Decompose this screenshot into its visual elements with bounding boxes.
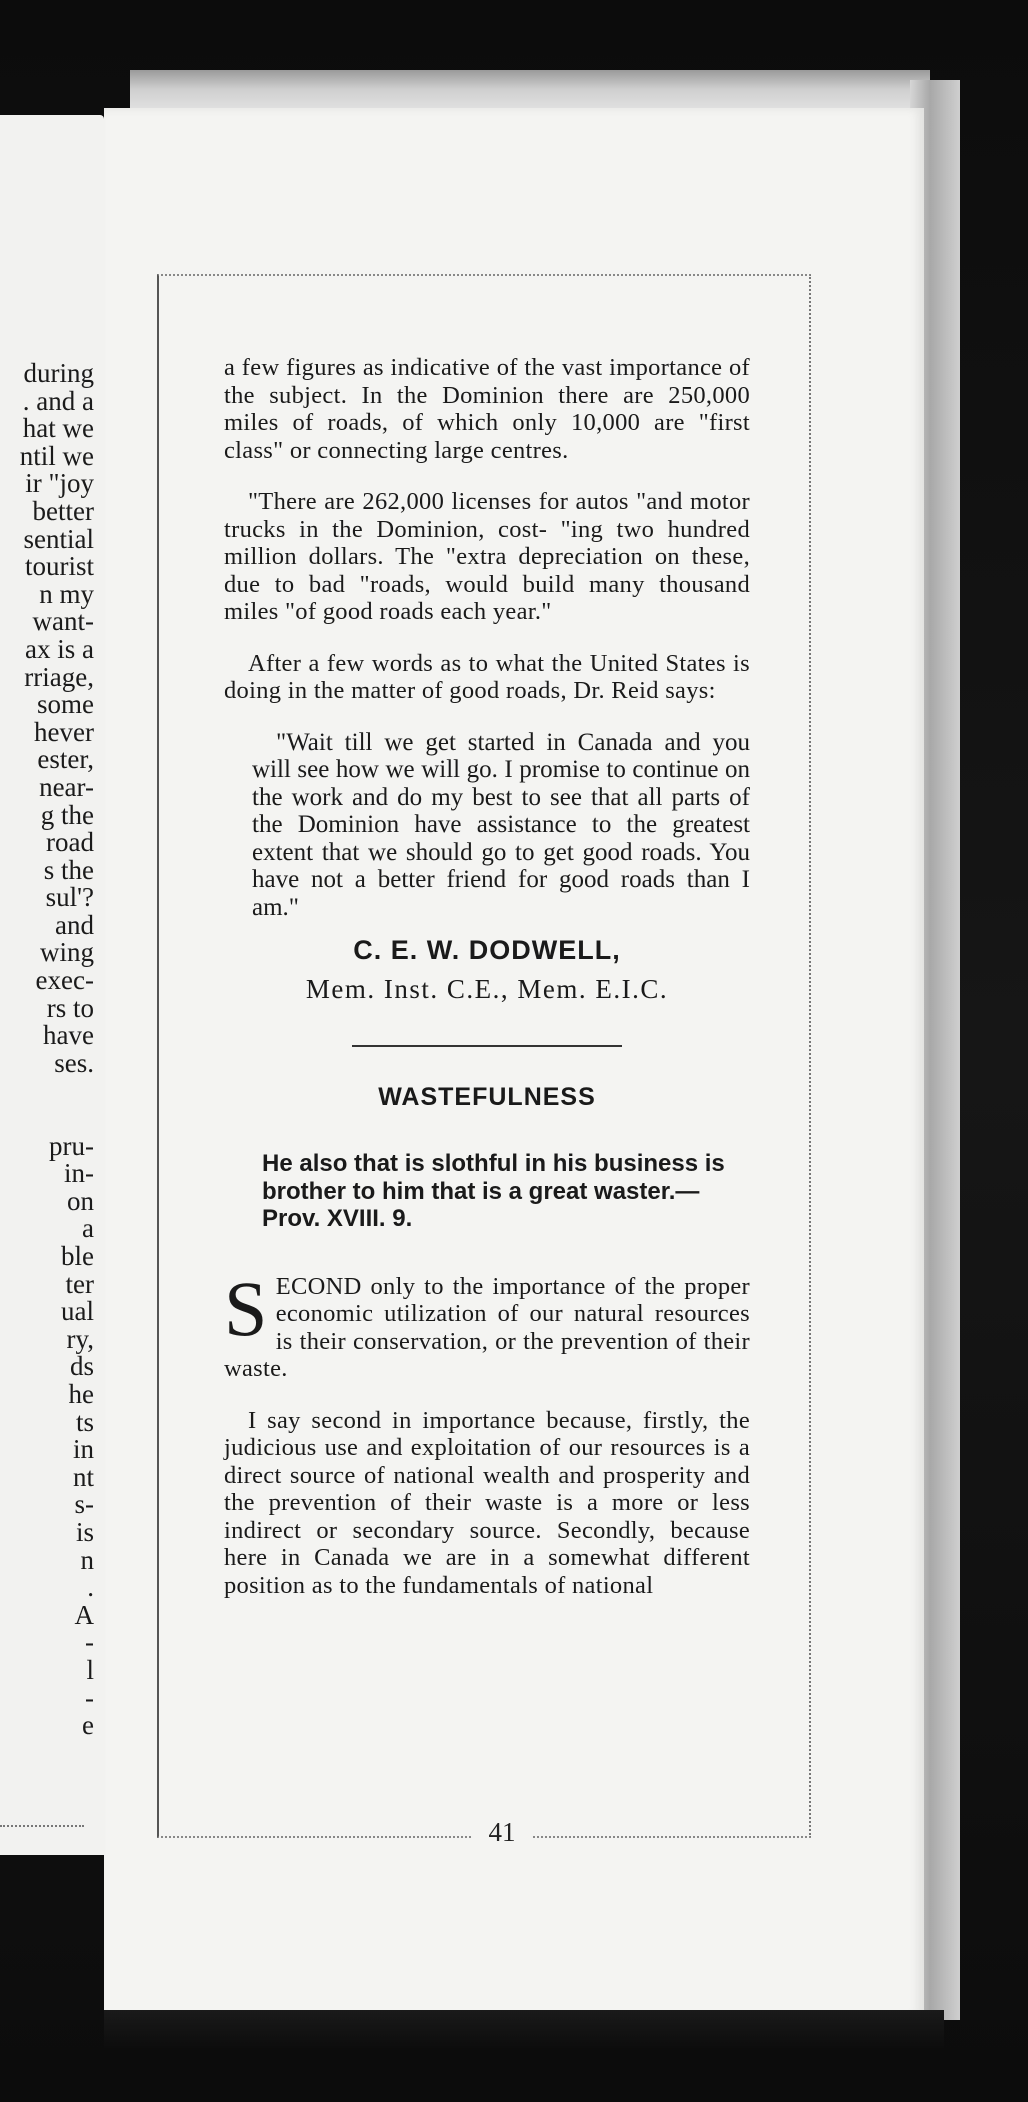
previous-page-line: ax is a xyxy=(25,633,94,664)
section-paragraph: I say second in importance because, firstly, the judicious use and exploitation of our resources is a direct source of national wealth and prosperity and the prevention of their waste is a more or less indirect or secondary source. Secondly, because here in Canada we are in a somewhat different position as to the fundamentals of national xyxy=(224,1406,750,1599)
previous-page-line: ses. xyxy=(54,1047,94,1078)
previous-page-line: sential xyxy=(23,523,94,554)
previous-page-line: g the xyxy=(40,799,94,830)
previous-page-line: exec- xyxy=(35,965,94,996)
previous-page-line: in- xyxy=(64,1158,94,1189)
author-credentials: Mem. Inst. C.E., Mem. E.I.C. xyxy=(305,974,669,1004)
previous-page-line: - xyxy=(85,1682,94,1713)
previous-page-line: ntil we xyxy=(19,440,94,471)
previous-page-line: n my xyxy=(39,578,94,609)
section-paragraph-text: ECOND only to the importance of the proper economic utilization of our natural resources is their conservation, or the prevention of their waste. xyxy=(224,1272,750,1382)
previous-page-line: ts xyxy=(75,1406,94,1437)
block-quote: "Wait till we get started in Canada and you will see how we will go. I promise to continue on the work and do my best to see that all parts of the Dominion have assistance to the greatest extent that we should go to get good roads. You have not a better friend for good roads than I am." xyxy=(252,728,750,921)
previous-page-line xyxy=(20,1077,94,1105)
previous-page-line: want- xyxy=(32,606,94,637)
previous-page-line: and xyxy=(55,909,94,940)
previous-page-line: ir "joy xyxy=(25,468,94,499)
page-number: 41 xyxy=(472,1817,532,1848)
previous-page-line: pru- xyxy=(49,1130,94,1161)
previous-page-line: hever xyxy=(34,716,94,747)
previous-page-line: wing xyxy=(40,937,94,968)
previous-page-line: A xyxy=(74,1599,94,1630)
previous-page-line: tourist xyxy=(24,551,94,582)
page-bottom-shadow xyxy=(104,2010,944,2050)
previous-page-line: in xyxy=(72,1434,94,1465)
previous-page-line: ds xyxy=(69,1351,94,1382)
article-paragraph: After a few words as to what the United States is doing in the matter of good roads, Dr. Reid says: xyxy=(224,649,750,704)
previous-page-line: hat we xyxy=(22,413,94,444)
previous-page-line: rs to xyxy=(46,992,94,1023)
previous-page-line: ble xyxy=(61,1241,94,1271)
epigraph: He also that is slothful in his business is brother to him that is a great waster.—Prov. XVIII. 9. xyxy=(262,1150,725,1232)
article-paragraph: a few figures as indicative of the vast importance of the subject. In the Dominion there are 250,000 miles of roads, of which only 10,000 are "first class" or connecting large centres. xyxy=(224,354,750,464)
section-divider xyxy=(352,1045,622,1047)
previous-page-line: ter xyxy=(65,1268,94,1299)
previous-page-line: near- xyxy=(39,771,94,802)
previous-page-line: he xyxy=(68,1378,94,1409)
previous-page-line: a xyxy=(82,1213,94,1244)
section-paragraph xyxy=(224,1264,750,1383)
previous-page-line: road xyxy=(46,827,94,858)
previous-page-text xyxy=(20,360,94,1740)
previous-page-line: better xyxy=(32,495,94,526)
previous-page-line: e xyxy=(82,1710,94,1741)
previous-page-line: s- xyxy=(74,1489,94,1520)
previous-page-fragment xyxy=(0,115,104,1855)
drop-cap: S xyxy=(224,1264,268,1352)
previous-page-line: ual xyxy=(61,1296,94,1327)
previous-page-line: is xyxy=(75,1516,94,1547)
previous-page-line: ry, xyxy=(66,1323,94,1354)
previous-page-line: ester, xyxy=(37,744,94,775)
previous-page-line: . xyxy=(87,1572,94,1603)
previous-page-line: rriage, xyxy=(24,661,94,692)
author-signature: C. E. W. DODWELL, xyxy=(353,935,621,965)
article-paragraph: "There are 262,000 licenses for autos "and motor trucks in the Dominion, cost- "ing two hundred million dollars. The "extra depreciation on these, due to bad "roads, would build many thousand miles "of good roads each year." xyxy=(224,488,750,625)
previous-page-line: s the xyxy=(43,854,94,885)
previous-page-line: - xyxy=(85,1627,94,1658)
previous-page-line: . and a xyxy=(22,385,94,416)
previous-page-line xyxy=(20,1105,94,1133)
previous-page-line: have xyxy=(43,1020,94,1051)
previous-page-line: n xyxy=(80,1544,94,1575)
previous-page-line: sul'? xyxy=(45,882,94,913)
previous-page-frame-line xyxy=(0,1825,84,1827)
previous-page-line: some xyxy=(37,689,94,720)
previous-page-line: l xyxy=(86,1654,94,1685)
page-content xyxy=(224,354,750,1623)
previous-page-line: nt xyxy=(72,1461,94,1492)
previous-page-line: on xyxy=(67,1185,94,1216)
previous-page-line: during xyxy=(23,358,94,388)
section-heading: WASTEFULNESS xyxy=(378,1083,596,1111)
